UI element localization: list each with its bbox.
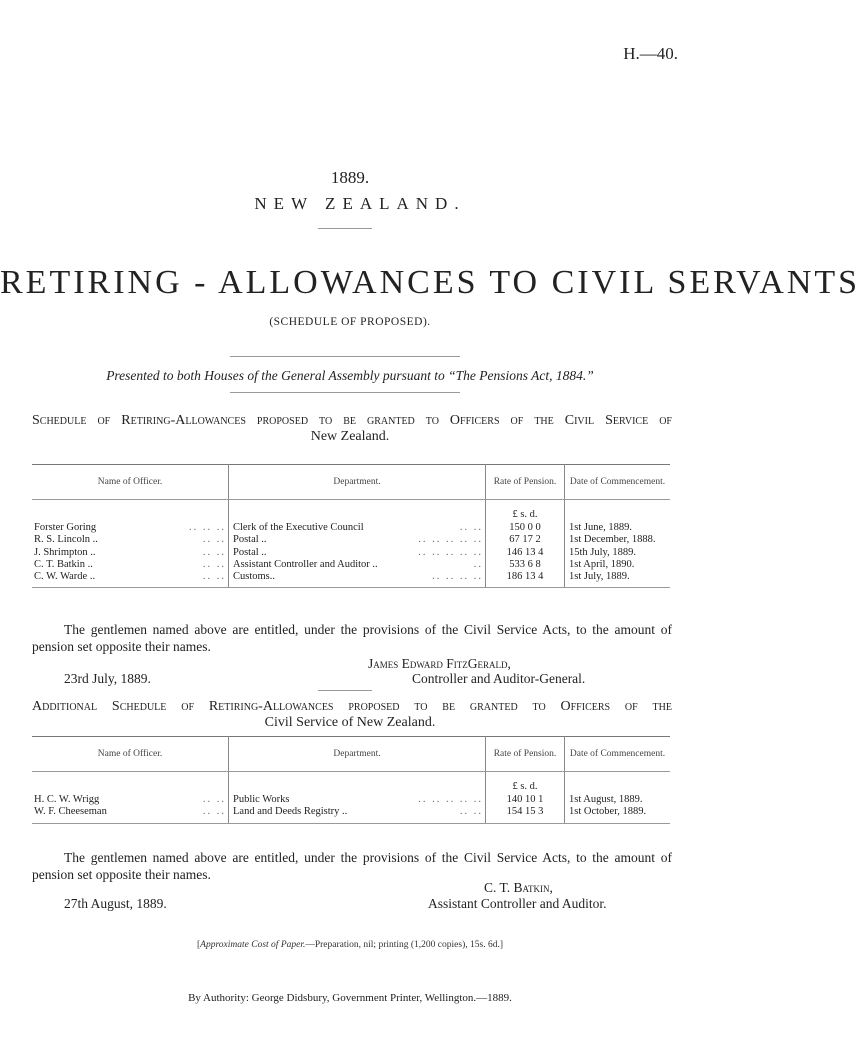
additional-schedule-heading: Additional Schedule of Retiring-Allowances proposed to be granted to Officers of the xyxy=(32,699,672,714)
column-header-name: Name of Officer. xyxy=(32,465,229,500)
pension-rate: 146 13 4 xyxy=(486,547,565,559)
column-header-rate: Rate of Pension. xyxy=(486,465,565,500)
cost-note-detail: —Preparation, nil; printing (1,200 copies), 15s. 6d. xyxy=(305,940,500,950)
department: Clerk of the Executive Council xyxy=(233,522,364,533)
officer-name: R. S. Lincoln .. xyxy=(34,534,98,546)
commencement-date: 1st August, 1889. xyxy=(569,794,643,805)
officer-name: C. T. Batkin .. xyxy=(34,558,93,570)
cost-note-label: Approximate Cost of Paper. xyxy=(200,940,306,950)
column-header-department: Department. xyxy=(229,465,486,500)
department: Land and Deeds Registry .. xyxy=(233,806,348,818)
table-row: H. C. W. Wrigg .. .. Public Works .. .. .. .. .. 140 10 1 1st August, 1889. xyxy=(32,794,670,806)
additional-schedule-heading-cont: Civil Service of New Zealand. xyxy=(264,715,436,730)
additional-schedule-table xyxy=(32,736,670,824)
table-row: C. W. Warde .. .. .. Customs.. .. .. .. .. 186 13 4 1st July, 1889. xyxy=(32,571,670,588)
additional-signatory-name: C. T. Batkin, xyxy=(484,880,553,895)
currency-row xyxy=(32,772,670,795)
commencement-date: 1st April, 1890. xyxy=(569,558,635,570)
cost-note: [Approximate Cost of Paper.—Preparation, nil; printing (1,200 copies), 15s. 6d.] xyxy=(196,940,503,950)
schedule-table xyxy=(32,464,670,588)
department: Assistant Controller and Auditor .. xyxy=(233,558,378,570)
document-title: RETIRING - ALLOWANCES TO CIVIL SERVANTS xyxy=(0,264,860,301)
column-header-date: Date of Commencement. xyxy=(565,465,671,500)
department: Customs.. xyxy=(233,571,276,583)
table-row: C. T. Batkin .. .. .. Assistant Controller and Auditor .. .. 533 6 8 1st April, 1890. xyxy=(32,559,670,571)
commencement-date: 15th July, 1889. xyxy=(569,546,636,558)
department: Postal .. xyxy=(233,546,267,558)
officer-name: Forster Goring xyxy=(34,522,97,533)
entitlement-statement: The gentlemen named above are entitled, under the provisions of the Civil Service Acts, to the amount of pension set opposite their names. xyxy=(32,622,672,654)
additional-signatory-title: Assistant Controller and Auditor. xyxy=(428,896,607,911)
pension-rate: 533 6 8 xyxy=(486,559,565,571)
table-row: W. F. Cheeseman .. .. Land and Deeds Registry .. .. .. 154 15 3 1st October, 1889. xyxy=(32,806,670,823)
header-rule xyxy=(318,228,372,229)
commencement-date: 1st October, 1889. xyxy=(565,806,671,823)
printer-authority: By Authority: George Didsbury, Government Printer, Wellington.—1889. xyxy=(188,992,512,1004)
column-header-date: Date of Commencement. xyxy=(565,737,671,772)
schedule-date: 23rd July, 1889. xyxy=(64,671,151,686)
column-header-name: Name of Officer. xyxy=(32,737,229,772)
presented-top-rule xyxy=(230,356,460,357)
pension-rate: 67 17 2 xyxy=(486,534,565,546)
pension-rate: 140 10 1 xyxy=(486,794,565,806)
signatory-name: James Edward FitzGerald, xyxy=(368,656,511,671)
presented-statement: Presented to both Houses of the General Assembly pursuant to “The Pensions Act, 1884.” xyxy=(106,368,594,383)
column-header-rate: Rate of Pension. xyxy=(486,737,565,772)
officer-name: W. F. Cheeseman xyxy=(34,806,107,818)
signatory-title: Controller and Auditor-General. xyxy=(412,671,586,686)
schedule-heading-cont: New Zealand. xyxy=(310,429,390,444)
country-heading: NEW ZEALAND. xyxy=(254,194,466,213)
table-row: J. Shrimpton .. .. .. Postal .. .. .. .. .. .. 146 13 4 15th July, 1889. xyxy=(32,547,670,559)
officer-name: H. C. W. Wrigg xyxy=(34,794,100,805)
currency-header: £ s. d. xyxy=(486,500,565,523)
commencement-date: 1st December, 1888. xyxy=(569,534,656,546)
department: Public Works xyxy=(233,794,290,805)
schedule-heading: Schedule of Retiring-Allowances proposed to be granted to Officers of the Civil Service of xyxy=(32,413,672,428)
column-header-department: Department. xyxy=(229,737,486,772)
commencement-date: 1st June, 1889. xyxy=(569,522,632,533)
currency-row xyxy=(32,500,670,523)
document-year: 1889. xyxy=(330,168,370,187)
table-row: R. S. Lincoln .. .. .. Postal .. .. .. .. .. .. 67 17 2 1st December, 1888. xyxy=(32,534,670,546)
officer-name: J. Shrimpton .. xyxy=(34,546,96,558)
table-header-row xyxy=(32,465,670,500)
document-reference: H.—40. xyxy=(623,44,678,63)
table-header-row xyxy=(32,737,670,772)
officer-name: C. W. Warde .. xyxy=(34,571,96,583)
currency-header: £ s. d. xyxy=(486,772,565,795)
presented-bottom-rule xyxy=(230,392,460,393)
additional-entitlement-statement: The gentlemen named above are entitled, under the provisions of the Civil Service Acts, to the amount of pension set opposite their names. xyxy=(32,850,672,882)
pension-rate: 154 15 3 xyxy=(486,806,565,823)
department: Postal .. xyxy=(233,534,267,546)
pension-rate: 186 13 4 xyxy=(486,571,565,588)
pension-rate: 150 0 0 xyxy=(486,522,565,534)
document-subtitle: (SCHEDULE OF PROPOSED). xyxy=(269,316,431,328)
table-row: Forster Goring .. .. .. Clerk of the Executive Council .. .. 150 0 0 1st June, 1889. xyxy=(32,522,670,534)
section-rule xyxy=(318,690,372,691)
additional-schedule-date: 27th August, 1889. xyxy=(64,896,167,911)
commencement-date: 1st July, 1889. xyxy=(565,571,671,588)
